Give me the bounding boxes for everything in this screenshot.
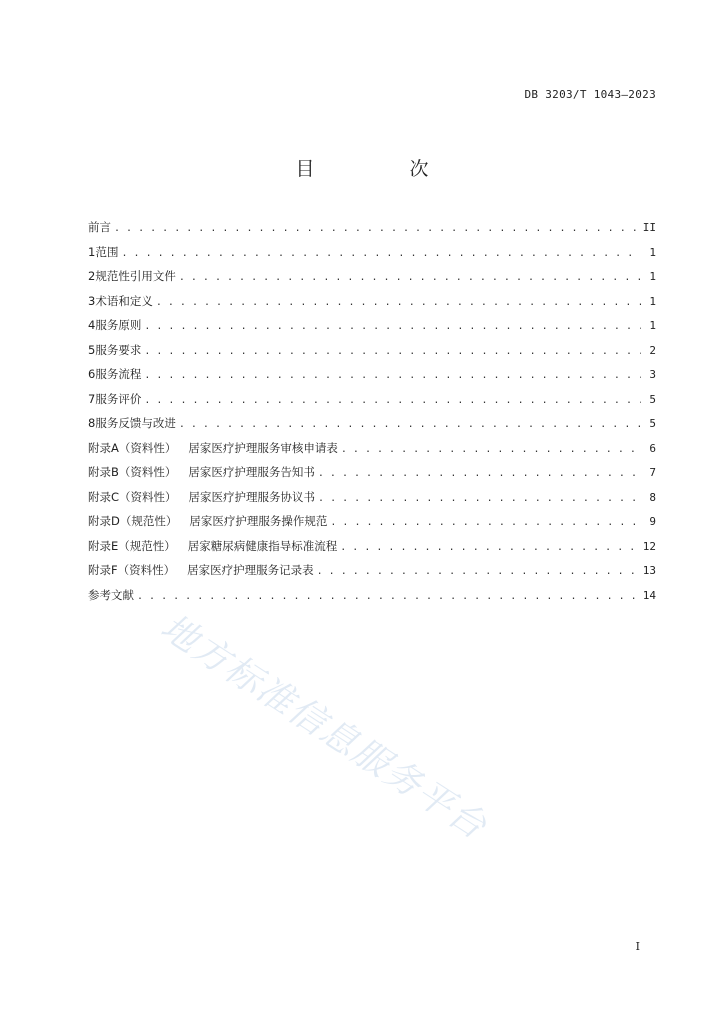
toc-dot-leader (318, 468, 641, 479)
toc-dot-leader (317, 566, 640, 577)
toc-page-number: 2 (649, 343, 656, 357)
toc-dot-leader (156, 297, 641, 308)
toc-page-number: 1 (649, 294, 656, 308)
toc-entry-number: 4 (88, 318, 96, 332)
toc-page-number: 1 (649, 319, 656, 332)
toc-dot-leader (114, 223, 640, 234)
toc-entry-label: 范围 (95, 244, 119, 259)
toc-page-number: 5 (649, 417, 656, 430)
toc-entry-bibliography[interactable] (88, 587, 656, 612)
toc-entry-scope[interactable] (88, 244, 656, 269)
toc-dot-leader (144, 370, 641, 381)
toc-entry-number: 5 (88, 342, 96, 357)
toc-dot-leader (341, 444, 641, 455)
toc-entry-label: 规范性引用文件 (95, 269, 176, 283)
page-number: I (635, 940, 640, 953)
toc-entry-label: 附录F（资料性） (88, 563, 176, 577)
toc-entry-label: 服务要求 (95, 342, 142, 357)
toc-entry-service-principles[interactable] (88, 317, 656, 342)
toc-entry-normative-references[interactable] (88, 268, 656, 293)
table-of-contents (88, 219, 656, 611)
toc-page-number: 12 (642, 539, 656, 553)
toc-entry-label: 服务流程 (95, 367, 142, 381)
toc-dot-leader (179, 419, 641, 430)
toc-entry-service-requirements[interactable] (88, 342, 656, 367)
toc-dot-leader (144, 395, 641, 406)
toc-entry-feedback-improvement[interactable] (88, 415, 656, 440)
toc-entry-label: 附录E（规范性） (88, 538, 176, 553)
toc-entry-label: 附录B（资料性） (88, 465, 177, 479)
toc-dot-leader (318, 493, 641, 504)
toc-page-number: 14 (642, 588, 656, 602)
toc-dot-leader (179, 272, 641, 283)
toc-entry-label: 参考文献 (88, 587, 134, 602)
toc-dot-leader (330, 517, 641, 528)
toc-page-number: 9 (649, 515, 656, 528)
toc-entry-appendix-a[interactable] (88, 440, 656, 465)
toc-entry-appendix-title: 居家医疗护理服务协议书 (188, 489, 316, 504)
toc-entry-appendix-title: 居家医疗护理服务操作规范 (189, 514, 328, 528)
toc-entry-appendix-b[interactable] (88, 464, 656, 489)
toc-entry-label: 服务评价 (95, 391, 142, 406)
toc-entry-terms-definitions[interactable] (88, 293, 656, 318)
toc-entry-appendix-title: 居家糖尿病健康指导标准流程 (187, 538, 338, 553)
toc-entry-number: 3 (88, 293, 96, 308)
toc-dot-leader (340, 542, 639, 553)
toc-page-number: 8 (649, 490, 656, 504)
toc-dot-leader (121, 248, 641, 259)
page-title: 目 次 (295, 158, 467, 180)
toc-dot-leader (144, 321, 641, 332)
toc-dot-leader (137, 591, 640, 602)
toc-entry-appendix-f[interactable] (88, 562, 656, 587)
toc-entry-label: 附录A（资料性） (88, 440, 177, 455)
toc-entry-service-process[interactable] (88, 366, 656, 391)
toc-entry-foreword[interactable] (88, 219, 656, 244)
toc-page-number: 6 (649, 441, 656, 455)
standard-code: DB 3203/T 1043—2023 (524, 88, 656, 101)
toc-page-number: 1 (649, 270, 656, 283)
toc-entry-number: 2 (88, 269, 96, 283)
platform-watermark: 地方标准信息服务平台 (153, 606, 495, 849)
toc-entry-number: 6 (88, 367, 96, 381)
toc-entry-number: 8 (88, 416, 96, 430)
toc-entry-appendix-title: 居家医疗护理服务告知书 (188, 465, 315, 479)
toc-entry-label: 服务原则 (95, 318, 142, 332)
toc-entry-appendix-e[interactable] (88, 538, 656, 563)
toc-entry-label: 前言 (88, 220, 111, 234)
toc-page-number: 13 (642, 564, 656, 577)
toc-page-number: 5 (649, 392, 656, 406)
toc-entry-label: 附录D（规范性） (88, 514, 178, 528)
toc-entry-label: 术语和定义 (95, 293, 153, 308)
toc-page-number: II (642, 221, 656, 234)
toc-entry-label: 服务反馈与改进 (95, 416, 176, 430)
toc-entry-appendix-c[interactable] (88, 489, 656, 514)
toc-entry-appendix-title: 居家医疗护理服务记录表 (187, 563, 314, 577)
toc-page-number: 3 (649, 368, 656, 381)
toc-entry-appendix-d[interactable] (88, 513, 656, 538)
toc-entry-number: 7 (88, 391, 96, 406)
toc-page-number: 7 (649, 466, 656, 479)
toc-dot-leader (144, 346, 641, 357)
toc-entry-service-evaluation[interactable] (88, 391, 656, 416)
toc-entry-label: 附录C（资料性） (88, 489, 177, 504)
toc-entry-number: 1 (88, 244, 96, 259)
toc-page-number: 1 (649, 245, 656, 259)
toc-entry-appendix-title: 居家医疗护理服务审核申请表 (188, 440, 338, 455)
